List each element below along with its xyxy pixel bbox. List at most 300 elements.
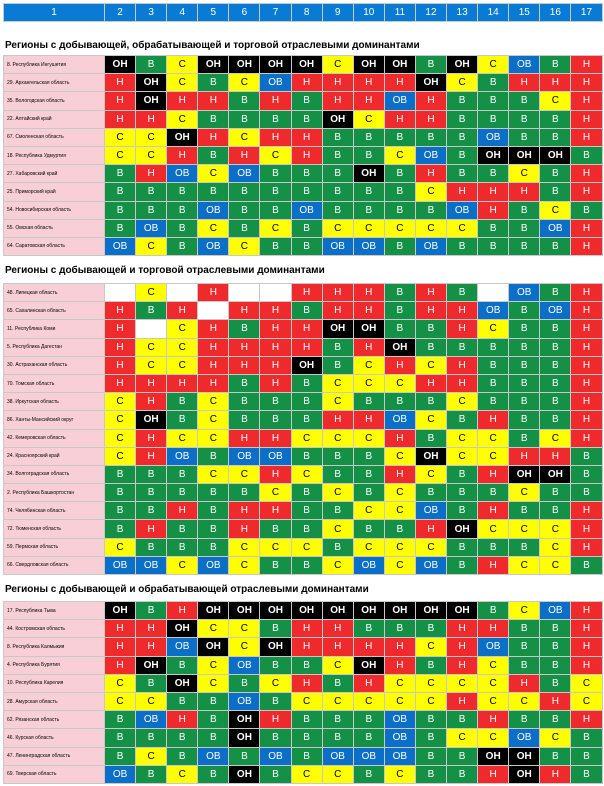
indicator-cell: В <box>540 165 571 183</box>
indicator-cell: Н <box>136 520 167 538</box>
indicator-cell: Н <box>105 638 136 656</box>
indicator-cell: ОВ <box>353 237 384 255</box>
indicator-cell: В <box>291 110 322 128</box>
region-label: 2. Республика Башкортостан <box>4 484 105 502</box>
indicator-cell: С <box>322 484 353 502</box>
indicator-cell: В <box>447 502 478 520</box>
section-title: Регионы с добывающей и торговой отраслевыми доминантами <box>5 265 325 276</box>
indicator-cell: ОН <box>322 110 353 128</box>
indicator-cell: В <box>540 638 571 656</box>
indicator-cell: В <box>291 165 322 183</box>
indicator-cell: С <box>291 429 322 447</box>
indicator-cell: В <box>322 729 353 747</box>
indicator-cell: С <box>384 556 415 574</box>
indicator-cell: В <box>136 502 167 520</box>
indicator-cell: В <box>415 128 446 146</box>
indicator-cell: ОН <box>353 320 384 338</box>
indicator-cell: В <box>415 338 446 356</box>
indicator-cell: В <box>384 302 415 320</box>
indicator-cell: С <box>260 219 291 237</box>
indicator-cell: Н <box>260 711 291 729</box>
indicator-cell: ОВ <box>229 692 260 710</box>
indicator-cell: ОВ <box>136 556 167 574</box>
indicator-cell: ОН <box>198 56 229 74</box>
indicator-cell: ОВ <box>353 747 384 765</box>
indicator-cell: В <box>198 74 229 92</box>
indicator-cell: Н <box>447 656 478 674</box>
indicator-cell: ОВ <box>384 747 415 765</box>
indicator-cell: С <box>353 356 384 374</box>
indicator-cell: В <box>415 729 446 747</box>
indicator-cell: В <box>540 56 571 74</box>
indicator-cell: Н <box>415 110 446 128</box>
region-label: 8. Республика Ингушетия <box>4 56 105 74</box>
indicator-cell: В <box>322 356 353 374</box>
column-header: 5 <box>198 4 229 22</box>
indicator-cell: В <box>540 674 571 692</box>
indicator-cell: Н <box>384 638 415 656</box>
indicator-cell: ОВ <box>167 447 198 465</box>
indicator-cell: В <box>260 183 291 201</box>
indicator-cell: С <box>540 201 571 219</box>
indicator-cell: С <box>353 429 384 447</box>
indicator-cell: В <box>322 338 353 356</box>
indicator-cell: В <box>198 484 229 502</box>
indicator-cell: С <box>353 502 384 520</box>
indicator-cell: С <box>415 674 446 692</box>
indicator-cell: ОВ <box>198 747 229 765</box>
indicator-cell: В <box>478 484 509 502</box>
indicator-cell: С <box>260 484 291 502</box>
indicator-cell: В <box>571 447 602 465</box>
indicator-cell: С <box>478 447 509 465</box>
indicator-cell: В <box>540 320 571 338</box>
region-label: 64. Саратовская область <box>4 237 105 255</box>
indicator-cell: В <box>291 92 322 110</box>
indicator-cell: В <box>509 656 540 674</box>
indicator-cell: С <box>540 729 571 747</box>
table-row <box>4 711 603 729</box>
indicator-cell: В <box>478 338 509 356</box>
indicator-cell: С <box>198 411 229 429</box>
indicator-cell: С <box>105 393 136 411</box>
indicator-cell: С <box>509 692 540 710</box>
indicator-cell: В <box>571 465 602 483</box>
indicator-cell: ОВ <box>509 284 540 302</box>
region-label: 34. Волгоградская область <box>4 465 105 483</box>
indicator-cell: В <box>229 374 260 392</box>
indicator-cell: С <box>415 411 446 429</box>
indicator-cell: С <box>384 374 415 392</box>
indicator-cell: Н <box>447 374 478 392</box>
indicator-cell: Н <box>198 374 229 392</box>
table-row <box>4 447 603 465</box>
table-row <box>4 638 603 656</box>
indicator-cell: В <box>105 219 136 237</box>
table-row <box>4 219 603 237</box>
indicator-cell: Н <box>105 92 136 110</box>
indicator-cell: ОВ <box>229 447 260 465</box>
region-label: 5. Республика Дагестан <box>4 338 105 356</box>
indicator-cell: С <box>447 74 478 92</box>
indicator-cell: В <box>571 146 602 164</box>
indicator-cell: ОН <box>509 146 540 164</box>
region-label: 70. Томская область <box>4 374 105 392</box>
indicator-cell: С <box>198 674 229 692</box>
indicator-cell: Н <box>571 620 602 638</box>
indicator-cell <box>198 302 229 320</box>
indicator-cell: В <box>291 447 322 465</box>
indicator-cell: ОВ <box>136 219 167 237</box>
indicator-cell: Н <box>509 74 540 92</box>
indicator-cell: С <box>509 165 540 183</box>
table-row <box>4 146 603 164</box>
indicator-cell: В <box>229 183 260 201</box>
indicator-cell: С <box>384 219 415 237</box>
indicator-cell: ОВ <box>136 711 167 729</box>
indicator-cell: Н <box>571 711 602 729</box>
indicator-cell: В <box>136 765 167 783</box>
indicator-cell: С <box>198 165 229 183</box>
indicator-cell: Н <box>167 302 198 320</box>
indicator-cell: Н <box>415 520 446 538</box>
table-row <box>4 747 603 765</box>
indicator-cell: Н <box>198 92 229 110</box>
indicator-cell: Н <box>447 620 478 638</box>
indicator-cell: ОВ <box>540 219 571 237</box>
indicator-cell: В <box>447 92 478 110</box>
indicator-cell: В <box>136 302 167 320</box>
indicator-cell: В <box>105 502 136 520</box>
region-label: 30. Астраханская область <box>4 356 105 374</box>
indicator-cell: С <box>105 128 136 146</box>
column-header: 6 <box>229 4 260 22</box>
region-label: 17. Республика Тыва <box>4 602 105 620</box>
region-label: 4. Республика Бурятия <box>4 656 105 674</box>
indicator-cell: Н <box>260 302 291 320</box>
table-row <box>4 56 603 74</box>
indicator-cell: С <box>167 338 198 356</box>
indicator-cell: С <box>167 556 198 574</box>
indicator-cell: С <box>384 692 415 710</box>
indicator-cell: В <box>260 110 291 128</box>
indicator-cell: ОВ <box>509 56 540 74</box>
indicator-cell: ОН <box>509 747 540 765</box>
indicator-cell: В <box>291 520 322 538</box>
indicator-cell: С <box>105 411 136 429</box>
indicator-cell: В <box>105 183 136 201</box>
region-label: 47. Ленинградская область <box>4 747 105 765</box>
indicator-cell: С <box>136 237 167 255</box>
table-row <box>4 520 603 538</box>
indicator-cell: Н <box>571 56 602 74</box>
table-row <box>4 692 603 710</box>
indicator-cell: В <box>322 183 353 201</box>
indicator-cell: В <box>260 765 291 783</box>
indicator-cell: В <box>509 429 540 447</box>
indicator-cell: ОН <box>229 729 260 747</box>
indicator-cell: Н <box>167 502 198 520</box>
indicator-cell: Н <box>198 356 229 374</box>
section-table <box>3 283 603 575</box>
indicator-cell: ОВ <box>540 302 571 320</box>
indicator-cell: В <box>229 674 260 692</box>
column-header: 12 <box>415 4 446 22</box>
indicator-cell: В <box>229 201 260 219</box>
indicator-cell: ОН <box>540 146 571 164</box>
indicator-cell: В <box>447 711 478 729</box>
indicator-cell: В <box>322 146 353 164</box>
column-header: 7 <box>260 4 291 22</box>
indicator-cell: С <box>509 556 540 574</box>
indicator-cell: С <box>105 538 136 556</box>
indicator-cell: Н <box>260 338 291 356</box>
indicator-cell: ОН <box>105 602 136 620</box>
table-row <box>4 556 603 574</box>
indicator-cell: Н <box>509 447 540 465</box>
indicator-cell: ОН <box>384 338 415 356</box>
indicator-cell: С <box>229 465 260 483</box>
indicator-cell: В <box>229 110 260 128</box>
indicator-cell: В <box>509 356 540 374</box>
indicator-cell: В <box>447 338 478 356</box>
column-header-table <box>3 3 603 22</box>
indicator-cell: С <box>322 556 353 574</box>
indicator-cell: В <box>478 74 509 92</box>
indicator-cell: В <box>322 502 353 520</box>
indicator-cell: С <box>540 538 571 556</box>
indicator-cell: В <box>447 538 478 556</box>
indicator-cell: ОВ <box>384 729 415 747</box>
indicator-cell: С <box>322 765 353 783</box>
indicator-cell: В <box>291 393 322 411</box>
indicator-cell: С <box>353 692 384 710</box>
indicator-cell: В <box>509 711 540 729</box>
indicator-cell: С <box>384 538 415 556</box>
indicator-cell: В <box>291 237 322 255</box>
indicator-cell: В <box>291 656 322 674</box>
indicator-cell: С <box>291 765 322 783</box>
indicator-cell: Н <box>353 74 384 92</box>
indicator-cell: ОН <box>384 602 415 620</box>
indicator-cell: Н <box>447 692 478 710</box>
indicator-cell: В <box>105 165 136 183</box>
indicator-cell: В <box>322 674 353 692</box>
indicator-cell: В <box>509 393 540 411</box>
indicator-cell: ОН <box>291 356 322 374</box>
indicator-cell: В <box>322 538 353 556</box>
region-label: 24. Красноярский край <box>4 447 105 465</box>
indicator-cell: Н <box>105 620 136 638</box>
indicator-cell: В <box>509 338 540 356</box>
indicator-cell: С <box>198 429 229 447</box>
indicator-cell: Н <box>478 201 509 219</box>
indicator-cell: Н <box>447 638 478 656</box>
indicator-cell: В <box>509 320 540 338</box>
indicator-cell: С <box>540 520 571 538</box>
indicator-cell: Н <box>384 429 415 447</box>
indicator-cell: Н <box>571 237 602 255</box>
indicator-cell: В <box>353 201 384 219</box>
indicator-cell: В <box>353 711 384 729</box>
indicator-cell: В <box>540 128 571 146</box>
indicator-cell: ОВ <box>198 556 229 574</box>
region-label: 74. Челябинская область <box>4 502 105 520</box>
indicator-cell: С <box>229 74 260 92</box>
column-header: 17 <box>571 4 602 22</box>
indicator-cell: В <box>136 201 167 219</box>
indicator-cell: В <box>353 393 384 411</box>
indicator-cell: С <box>509 484 540 502</box>
column-header: 3 <box>136 4 167 22</box>
indicator-cell: С <box>571 692 602 710</box>
indicator-cell: С <box>322 393 353 411</box>
indicator-cell: В <box>105 465 136 483</box>
region-label: 22. Алтайский край <box>4 110 105 128</box>
indicator-cell: С <box>167 56 198 74</box>
indicator-cell: В <box>509 128 540 146</box>
indicator-cell <box>260 284 291 302</box>
indicator-cell: С <box>229 638 260 656</box>
indicator-cell: В <box>384 183 415 201</box>
indicator-cell: ОВ <box>415 556 446 574</box>
indicator-cell: В <box>478 219 509 237</box>
indicator-cell: В <box>415 656 446 674</box>
region-label: 42. Кемеровская область <box>4 429 105 447</box>
indicator-cell: Н <box>478 556 509 574</box>
indicator-cell: Н <box>384 74 415 92</box>
indicator-cell: ОН <box>540 465 571 483</box>
indicator-cell: Н <box>447 302 478 320</box>
indicator-cell: В <box>384 237 415 255</box>
indicator-cell: ОН <box>260 638 291 656</box>
indicator-cell: Н <box>540 74 571 92</box>
indicator-cell: В <box>167 656 198 674</box>
indicator-cell: В <box>167 692 198 710</box>
indicator-cell: С <box>540 92 571 110</box>
indicator-cell: ОН <box>136 411 167 429</box>
indicator-cell: В <box>540 393 571 411</box>
table-row <box>4 465 603 483</box>
indicator-cell: В <box>105 484 136 502</box>
region-label: 28. Амурская область <box>4 692 105 710</box>
indicator-cell: Н <box>478 465 509 483</box>
indicator-cell: В <box>540 502 571 520</box>
indicator-cell: Н <box>229 429 260 447</box>
indicator-cell: В <box>509 110 540 128</box>
indicator-cell: Н <box>540 692 571 710</box>
indicator-cell: В <box>353 465 384 483</box>
indicator-cell: Н <box>353 302 384 320</box>
indicator-cell: В <box>229 320 260 338</box>
column-header: 9 <box>322 4 353 22</box>
indicator-cell: С <box>291 692 322 710</box>
region-label: 67. Смоленская область <box>4 128 105 146</box>
table-row <box>4 674 603 692</box>
table-row <box>4 411 603 429</box>
indicator-cell: В <box>415 201 446 219</box>
indicator-cell: ОН <box>322 602 353 620</box>
indicator-cell: С <box>540 556 571 574</box>
indicator-cell: В <box>136 183 167 201</box>
indicator-cell <box>478 284 509 302</box>
indicator-cell: Н <box>353 338 384 356</box>
indicator-cell: В <box>229 92 260 110</box>
indicator-cell: В <box>198 502 229 520</box>
indicator-cell: Н <box>260 92 291 110</box>
indicator-cell: С <box>478 674 509 692</box>
indicator-cell: В <box>447 747 478 765</box>
indicator-cell: В <box>353 447 384 465</box>
indicator-cell: ОН <box>198 602 229 620</box>
indicator-cell: В <box>198 692 229 710</box>
region-label: 48. Липецкая область <box>4 284 105 302</box>
indicator-cell: С <box>322 656 353 674</box>
indicator-cell: Н <box>571 128 602 146</box>
indicator-cell: ОВ <box>167 638 198 656</box>
indicator-cell: В <box>447 237 478 255</box>
indicator-cell: В <box>167 729 198 747</box>
indicator-cell: В <box>353 128 384 146</box>
indicator-cell: В <box>198 711 229 729</box>
indicator-cell: В <box>509 237 540 255</box>
indicator-cell: Н <box>198 128 229 146</box>
region-label: 29. Архангельская область <box>4 74 105 92</box>
indicator-cell: ОН <box>229 56 260 74</box>
indicator-cell: ОН <box>509 465 540 483</box>
indicator-cell: В <box>478 165 509 183</box>
indicator-cell: В <box>136 56 167 74</box>
indicator-cell: С <box>447 674 478 692</box>
indicator-cell: Н <box>229 146 260 164</box>
indicator-cell: В <box>478 393 509 411</box>
indicator-cell: ОВ <box>415 237 446 255</box>
indicator-cell: С <box>136 692 167 710</box>
indicator-cell: В <box>105 520 136 538</box>
indicator-cell: ОВ <box>260 74 291 92</box>
indicator-cell: В <box>353 183 384 201</box>
indicator-cell <box>105 284 136 302</box>
region-label: 35. Вологодская область <box>4 92 105 110</box>
indicator-cell: В <box>260 729 291 747</box>
indicator-cell: В <box>447 165 478 183</box>
table-row <box>4 183 603 201</box>
indicator-cell: Н <box>291 284 322 302</box>
indicator-cell: В <box>229 747 260 765</box>
indicator-cell: С <box>136 146 167 164</box>
indicator-cell: В <box>540 747 571 765</box>
region-label: 44. Костромская область <box>4 620 105 638</box>
indicator-cell: В <box>229 219 260 237</box>
region-label: 65. Сахалинская область <box>4 302 105 320</box>
indicator-cell: В <box>291 411 322 429</box>
indicator-cell: В <box>167 219 198 237</box>
indicator-cell: Н <box>291 674 322 692</box>
indicator-cell: Н <box>571 602 602 620</box>
indicator-cell: С <box>167 320 198 338</box>
indicator-cell: Н <box>105 338 136 356</box>
indicator-cell: С <box>509 520 540 538</box>
indicator-cell: Н <box>260 356 291 374</box>
indicator-cell: С <box>384 674 415 692</box>
indicator-cell: В <box>167 465 198 483</box>
column-header: 10 <box>353 4 384 22</box>
indicator-cell: Н <box>105 320 136 338</box>
indicator-cell: В <box>322 201 353 219</box>
indicator-cell: ОН <box>229 765 260 783</box>
indicator-cell: С <box>353 538 384 556</box>
indicator-cell: Н <box>322 638 353 656</box>
